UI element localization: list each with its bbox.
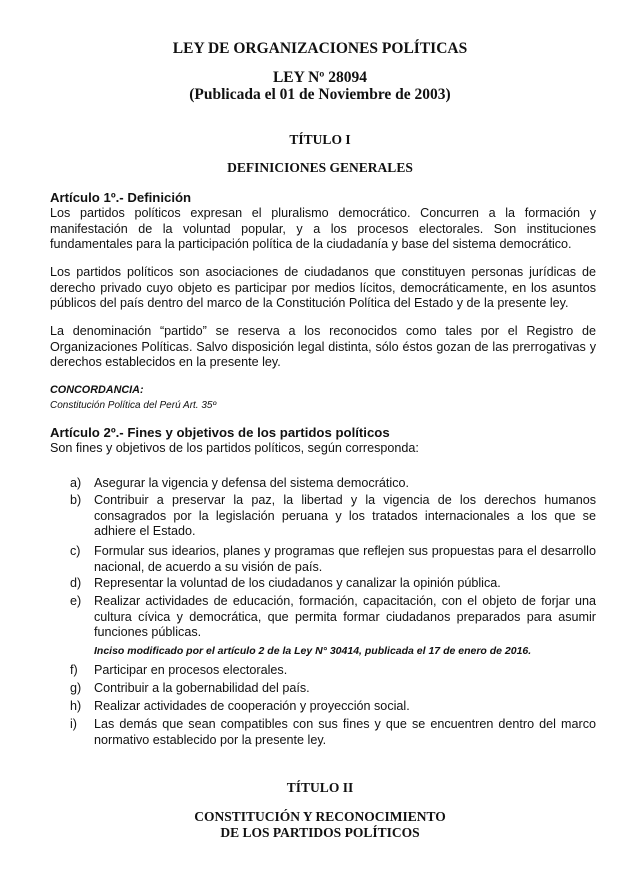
list-item-text: Participar en procesos electorales. [94,663,288,677]
list-item-text: Realizar actividades de cooperación y proyección social. [94,699,410,713]
list-item-label: e) [70,594,82,608]
list-item-text: Asegurar la vigencia y defensa del sistema democrático. [94,476,410,490]
list-item-label: d) [70,576,82,590]
list-item-label: g) [70,681,82,695]
list-item-label: c) [70,544,81,558]
article-1-heading: Artículo 1º.- Definición [50,190,192,205]
titulo-2-subheading-line-1: CONSTITUCIÓN Y RECONOCIMIENTO [194,809,446,824]
list-item-label: b) [70,493,82,507]
list-item-text: Realizar actividades de educación, formación, capacitación, con el objeto de forjar una cultura cívica y democrática, que permita formar ciudadanos preparados para asumir funciones públicas. [94,594,596,639]
concordancia-text: Constitución Política del Perú Art. 35º [50,400,217,411]
article-1-paragraph-1: Los partidos políticos expresan el pluralismo democrático. Concurren a la formación y manifestación de la voluntad popular, y a los procesos electorales. Son instituciones fundamentales para la participación política de la ciudadanía y base del sistema democrático. [50,206,596,251]
titulo-2-heading: TÍTULO II [286,780,354,795]
list-item-label: a) [70,476,82,490]
list-item-label: h) [70,699,82,713]
article-2-intro: Son fines y objetivos de los partidos políticos, según corresponda: [50,441,419,455]
publication-date: (Publicada el 01 de Noviembre de 2003) [189,86,451,103]
law-number: LEY Nº 28094 [272,69,368,86]
titulo-2-subheading-line-2: DE LOS PARTIDOS POLÍTICOS [220,825,420,840]
concordancia-label: CONCORDANCIA: [50,384,144,396]
list-item-text: Contribuir a la gobernabilidad del país. [94,681,310,695]
list-item-label: i) [70,717,77,731]
article-2-heading: Artículo 2º.- Fines y objetivos de los partidos políticos [50,425,390,440]
law-title: LEY DE ORGANIZACIONES POLÍTICAS [172,40,468,57]
list-item-text: Formular sus idearios, planes y programas que reflejen sus propuestas para el desarrollo nacional, de acuerdo a su visión de país. [94,544,596,574]
list-item-label: f) [70,663,78,677]
list-item-text: Representar la voluntad de los ciudadanos y canalizar la opinión pública. [94,576,501,590]
amendment-note: Inciso modificado por el artículo 2 de la Ley N° 30414, publicada el 17 de enero de 2016. [94,645,532,657]
list-item-text: Las demás que sean compatibles con sus fines y que se encuentren dentro del marco normativo establecido por la presente ley. [94,717,596,747]
article-1-paragraph-2: Los partidos políticos son asociaciones de ciudadanos que constituyen personas jurídicas de derecho privado cuyo objeto es participar por medios lícitos, democráticamente, en los asuntos públicos del país dentro del marco de la Constitución Política del Estado y de la presente ley. [50,265,596,310]
titulo-1-subheading: DEFINICIONES GENERALES [227,160,413,175]
titulo-1-heading: TÍTULO I [289,132,351,147]
article-1-paragraph-3: La denominación “partido” se reserva a los reconocidos como tales por el Registro de Organizaciones Políticas. Salvo disposición legal distinta, sólo éstos gozan de las prerrogativas y derechos establecidos en la presente ley. [50,324,596,369]
list-item-text: Contribuir a preservar la paz, la libertad y la vigencia de los derechos humanos consagrados por la legislación peruana y los tratados internacionales a los que se adhiere el Estado. [94,493,596,538]
